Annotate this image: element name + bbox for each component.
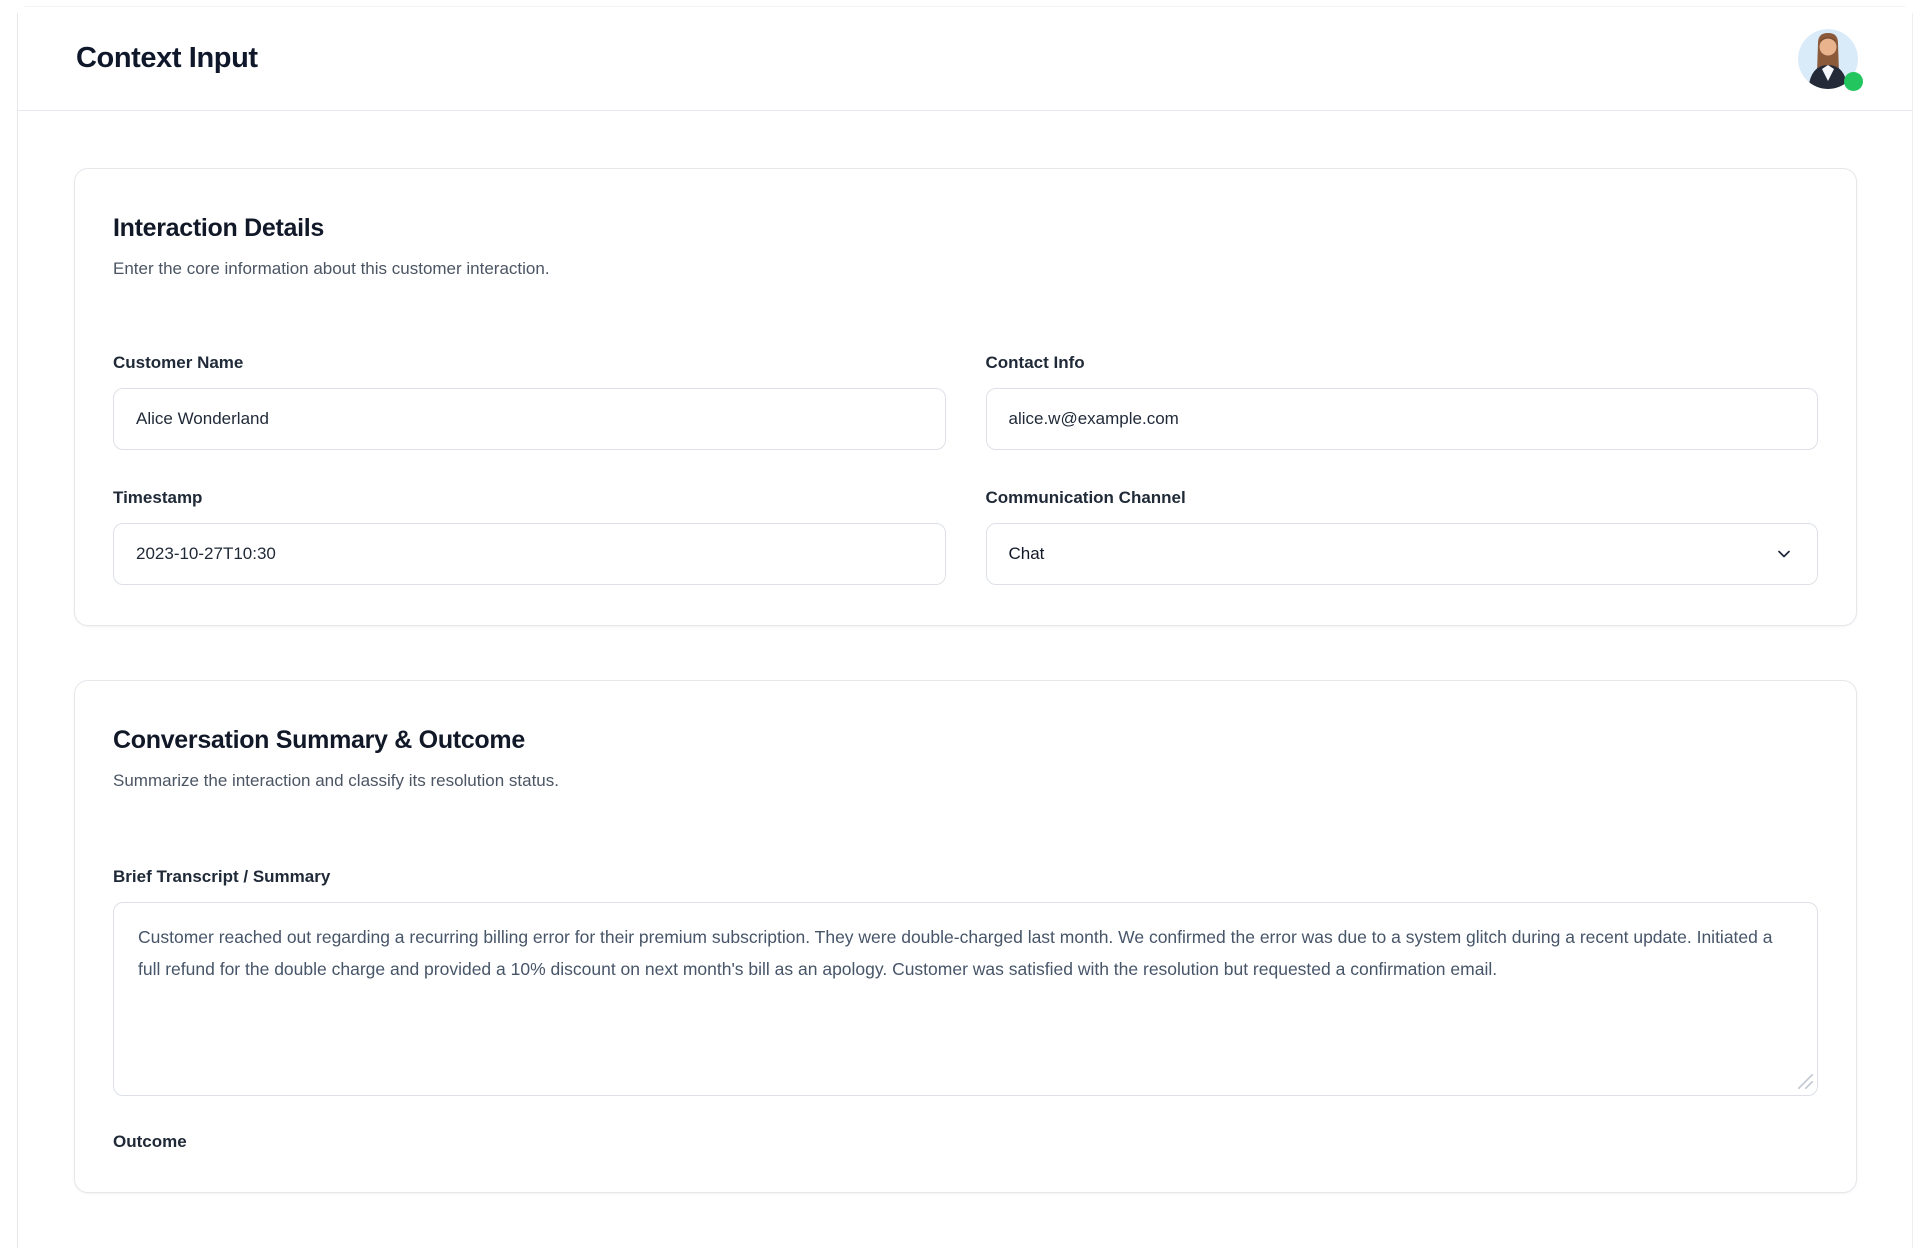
contact-info-field-group bbox=[986, 353, 1819, 450]
timestamp-field-group bbox=[113, 488, 946, 585]
timestamp-label: Timestamp bbox=[113, 488, 203, 507]
app-window bbox=[17, 6, 1913, 1248]
contact-info-label: Contact Info bbox=[985, 353, 1085, 372]
communication-channel-selected-value: Chat bbox=[1008, 544, 1045, 563]
timestamp-input[interactable] bbox=[113, 523, 946, 585]
customer-name-input[interactable] bbox=[113, 388, 946, 450]
transcript-field-group bbox=[113, 867, 1818, 1096]
communication-channel-label: Communication Channel bbox=[985, 488, 1186, 507]
page-header bbox=[18, 7, 1912, 111]
chevron-down-icon bbox=[1775, 545, 1793, 563]
contact-info-input[interactable] bbox=[986, 388, 1819, 450]
online-status-dot bbox=[1844, 72, 1863, 91]
communication-channel-field-group bbox=[986, 488, 1819, 585]
conversation-summary-card bbox=[74, 680, 1857, 1193]
outcome-label: Outcome bbox=[113, 1132, 187, 1151]
customer-name-field-group bbox=[113, 353, 946, 450]
transcript-textarea[interactable] bbox=[113, 902, 1818, 1096]
customer-name-label: Customer Name bbox=[113, 353, 244, 372]
transcript-label: Brief Transcript / Summary bbox=[113, 867, 331, 886]
communication-channel-select[interactable] bbox=[986, 523, 1819, 585]
page-title: Context Input bbox=[76, 42, 258, 74]
interaction-details-card bbox=[74, 168, 1857, 626]
interaction-details-form bbox=[113, 353, 1818, 585]
transcript-textarea-wrap bbox=[113, 902, 1818, 1096]
card-subtitle-conversation-summary: Summarize the interaction and classify its resolution status. bbox=[113, 771, 559, 790]
card-title-conversation-summary: Conversation Summary & Outcome bbox=[113, 726, 525, 754]
card-subtitle-interaction-details: Enter the core information about this customer interaction. bbox=[113, 259, 550, 278]
user-avatar[interactable] bbox=[1798, 29, 1858, 89]
main-content bbox=[18, 111, 1912, 1193]
card-title-interaction-details: Interaction Details bbox=[113, 214, 325, 242]
